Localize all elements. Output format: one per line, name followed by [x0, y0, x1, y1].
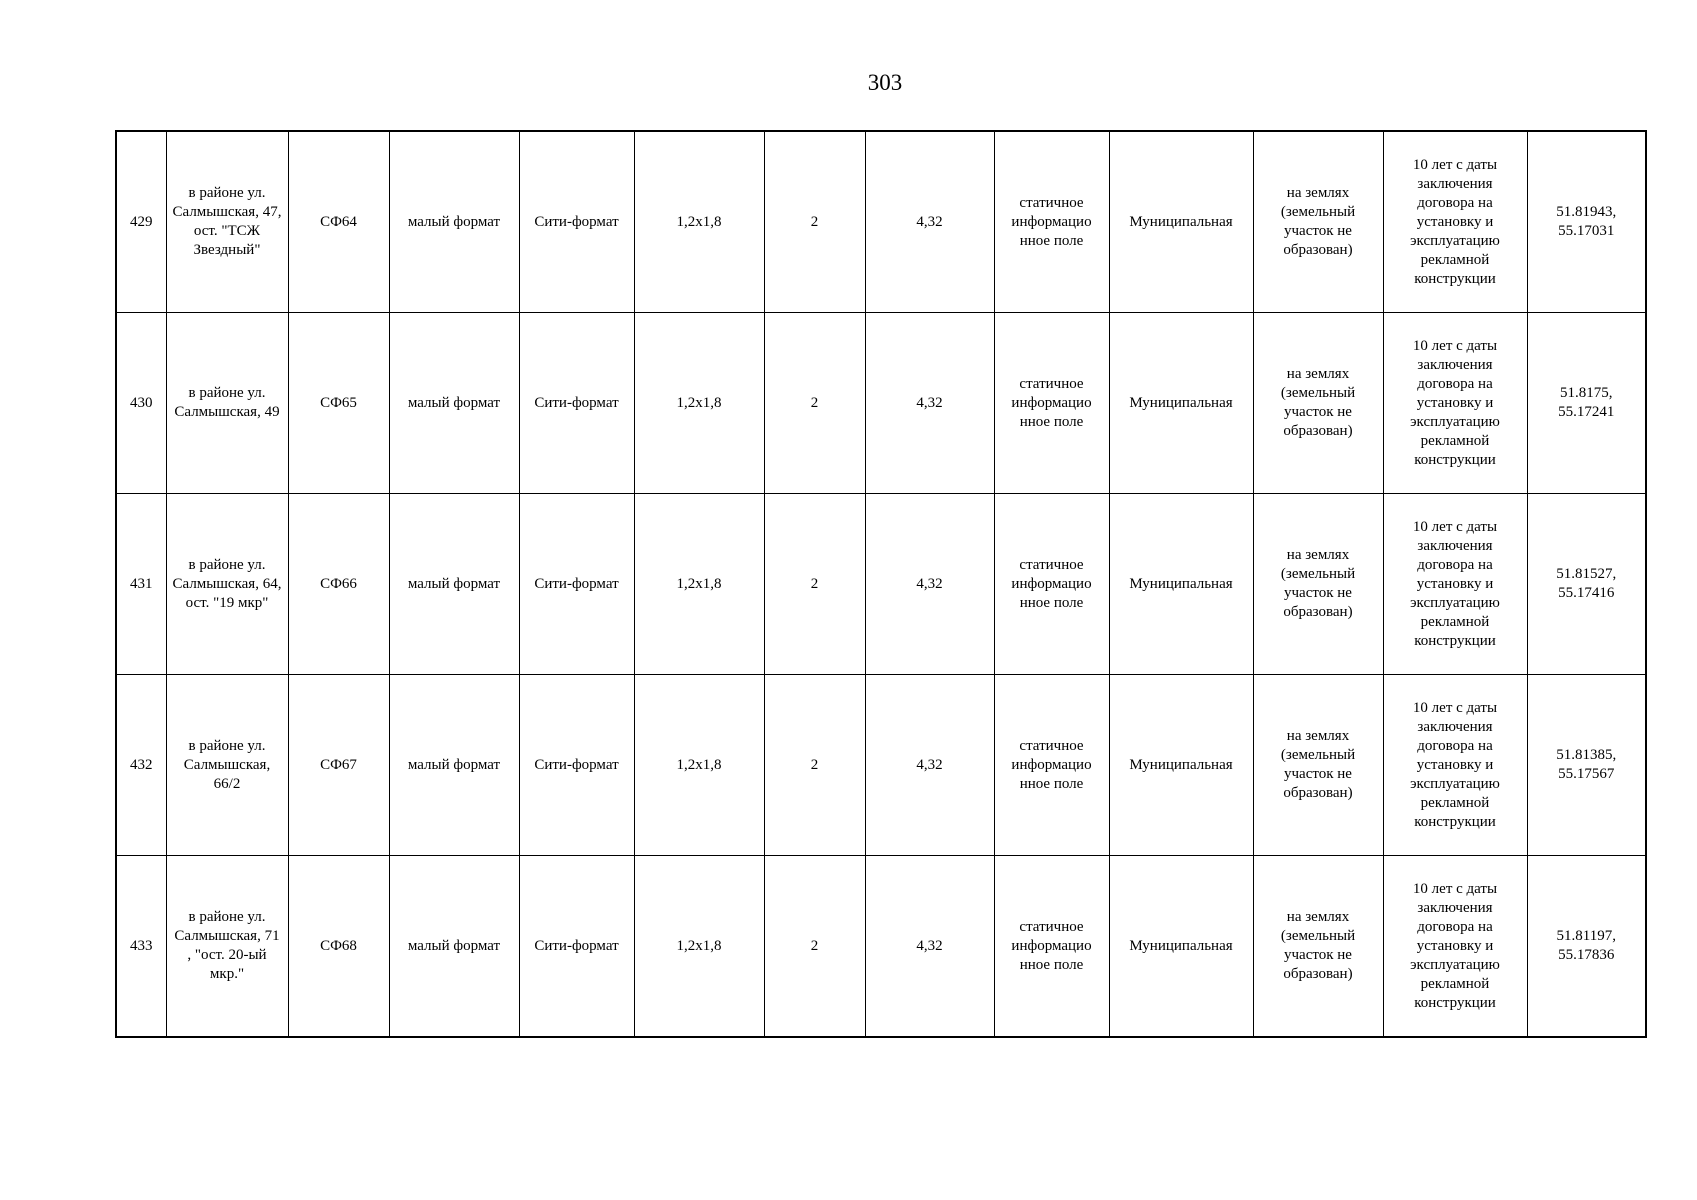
cell-code: СФ68: [288, 856, 389, 1038]
cell-format: малый формат: [389, 675, 519, 856]
cell-coords: 51.8175, 55.17241: [1527, 313, 1646, 494]
cell-location: в районе ул. Салмышская, 66/2: [166, 675, 288, 856]
cell-area: 4,32: [865, 856, 994, 1038]
cell-area: 4,32: [865, 313, 994, 494]
cell-number: 429: [116, 131, 166, 313]
cell-type: Сити-формат: [519, 675, 634, 856]
page-number: 303: [867, 70, 903, 95]
cell-term: 10 лет с даты заключения договора на установку и эксплуатацию рекламной конструкции: [1383, 856, 1527, 1038]
cell-sides: 2: [764, 675, 865, 856]
cell-ownership: Муниципальная: [1109, 856, 1253, 1038]
cell-area: 4,32: [865, 675, 994, 856]
cell-ownership: Муниципальная: [1109, 131, 1253, 313]
cell-location: в районе ул. Салмышская, 64, ост. "19 мкр": [166, 494, 288, 675]
cell-format: малый формат: [389, 856, 519, 1038]
cell-size: 1,2х1,8: [634, 313, 764, 494]
cell-type: Сити-формат: [519, 313, 634, 494]
cell-format: малый формат: [389, 494, 519, 675]
cell-sides: 2: [764, 131, 865, 313]
cell-term: 10 лет с даты заключения договора на установку и эксплуатацию рекламной конструкции: [1383, 131, 1527, 313]
table-row: [116, 313, 1646, 494]
advertising-structures-table: [115, 130, 1647, 1038]
cell-area: 4,32: [865, 131, 994, 313]
cell-coords: 51.81197, 55.17836: [1527, 856, 1646, 1038]
cell-size: 1,2х1,8: [634, 856, 764, 1038]
table-row: [116, 856, 1646, 1038]
cell-term: 10 лет с даты заключения договора на установку и эксплуатацию рекламной конструкции: [1383, 675, 1527, 856]
cell-size: 1,2х1,8: [634, 675, 764, 856]
cell-ownership: Муниципальная: [1109, 675, 1253, 856]
cell-field: статичное информацио нное поле: [994, 494, 1109, 675]
cell-location: в районе ул. Салмышская, 49: [166, 313, 288, 494]
cell-ownership: Муниципальная: [1109, 494, 1253, 675]
cell-sides: 2: [764, 494, 865, 675]
cell-number: 432: [116, 675, 166, 856]
cell-code: СФ66: [288, 494, 389, 675]
cell-land: на землях (земельный участок не образован): [1253, 131, 1383, 313]
cell-type: Сити-формат: [519, 494, 634, 675]
cell-coords: 51.81385, 55.17567: [1527, 675, 1646, 856]
cell-field: статичное информацио нное поле: [994, 131, 1109, 313]
cell-number: 430: [116, 313, 166, 494]
table-row: [116, 131, 1646, 313]
cell-number: 431: [116, 494, 166, 675]
cell-field: статичное информацио нное поле: [994, 675, 1109, 856]
cell-land: на землях (земельный участок не образован): [1253, 675, 1383, 856]
cell-format: малый формат: [389, 131, 519, 313]
cell-number: 433: [116, 856, 166, 1038]
cell-type: Сити-формат: [519, 131, 634, 313]
cell-field: статичное информацио нное поле: [994, 313, 1109, 494]
cell-field: статичное информацио нное поле: [994, 856, 1109, 1038]
cell-code: СФ64: [288, 131, 389, 313]
cell-type: Сити-формат: [519, 856, 634, 1038]
cell-area: 4,32: [865, 494, 994, 675]
cell-code: СФ65: [288, 313, 389, 494]
cell-coords: 51.81527, 55.17416: [1527, 494, 1646, 675]
cell-location: в районе ул. Салмышская, 47, ост. "ТСЖ Звездный": [166, 131, 288, 313]
cell-size: 1,2х1,8: [634, 131, 764, 313]
cell-land: на землях (земельный участок не образован): [1253, 313, 1383, 494]
cell-term: 10 лет с даты заключения договора на установку и эксплуатацию рекламной конструкции: [1383, 313, 1527, 494]
cell-code: СФ67: [288, 675, 389, 856]
table-row: [116, 494, 1646, 675]
cell-sides: 2: [764, 313, 865, 494]
cell-land: на землях (земельный участок не образован): [1253, 856, 1383, 1038]
table-row: [116, 675, 1646, 856]
cell-format: малый формат: [389, 313, 519, 494]
cell-sides: 2: [764, 856, 865, 1038]
cell-land: на землях (земельный участок не образован): [1253, 494, 1383, 675]
cell-coords: 51.81943, 55.17031: [1527, 131, 1646, 313]
cell-size: 1,2х1,8: [634, 494, 764, 675]
cell-ownership: Муниципальная: [1109, 313, 1253, 494]
cell-term: 10 лет с даты заключения договора на установку и эксплуатацию рекламной конструкции: [1383, 494, 1527, 675]
cell-location: в районе ул. Салмышская, 71 , "ост. 20-ый мкр.": [166, 856, 288, 1038]
